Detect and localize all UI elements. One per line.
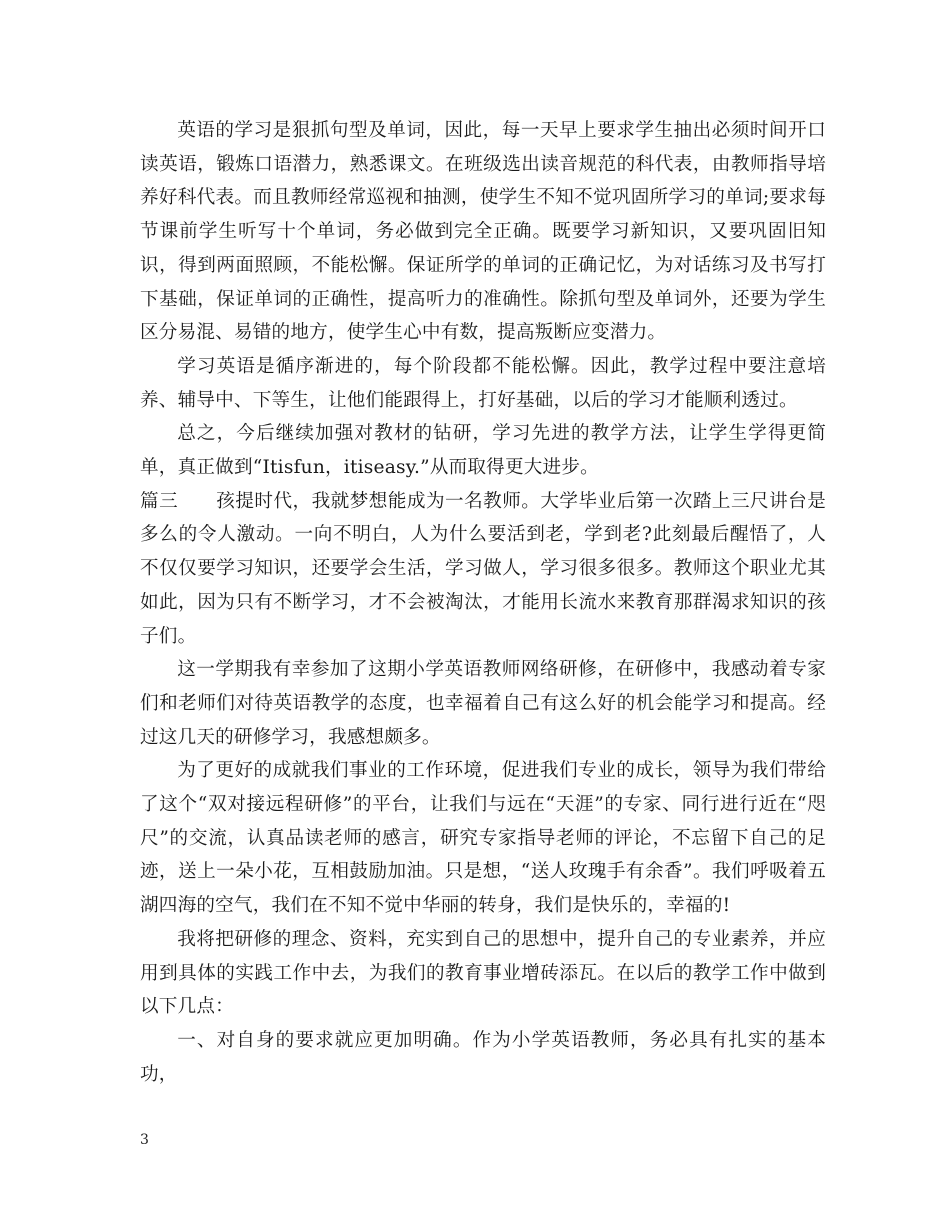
paragraph-4-section-three: 篇三 孩提时代，我就梦想能成为一名教师。大学毕业后第一次踏上三尺讲台是多么的令人激动。一向不明白，人为什么要活到老，学到老?此刻最后醒悟了，人不仅仅要学习知识，还要学会生活，学习做人，学习很多很多。教师这个职业尤其如此，因为只有不断学习，才不会被淘汰，才能用长流水来教育那群渴求知识的孩子们。 [140,490,826,647]
paragraph-8: 一、对自身的要求就应更加明确。作为小学英语教师，务必具有扎实的基本功， [140,1029,826,1085]
document-body [140,114,826,1091]
paragraph-5: 这一学期我有幸参加了这期小学英语教师网络研修，在研修中，我感动着专家们和老师们对待英语教学的态度，也幸福着自己有这么好的机会能学习和提高。经过这几天的研修学习，我感想颇多。 [140,659,826,748]
paragraph-3: 总之，今后继续加强对教材的钻研，学习先进的教学方法，让学生学得更简单，真正做到“Itisfun，itiseasy.”从而取得更大进步。 [140,423,826,479]
paragraph-1: 英语的学习是狠抓句型及单词，因此，每一天早上要求学生抽出必须时间开口读英语，锻炼口语潜力，熟悉课文。在班级选出读音规范的科代表，由教师指导培养好科代表。而且教师经常巡视和抽测，使学生不知不觉巩固所学习的单词;要求每节课前学生听写十个单词，务必做到完全正确。既要学习新知识，又要巩固旧知识，得到两面照顾，不能松懈。保证所学的单词的正确记忆，为对话练习及书写打下基础，保证单词的正确性，提高听力的准确性。除抓句型及单词外，还要为学生区分易混、易错的地方，使学生心中有数，提高叛断应变潜力。 [140,120,826,344]
paragraph-6: 为了更好的成就我们事业的工作环境，促进我们专业的成长，领导为我们带给了这个“双对接远程研修”的平台，让我们与远在“天涯”的专家、同行进行近在“咫尺”的交流，认真品读老师的感言，研究专家指导老师的评论，不忘留下自己的足迹，送上一朵小花，互相鼓励加油。只是想，“送人玫瑰手有余香”。我们呼吸着五湖四海的空气，我们在不知不觉中华丽的转身，我们是快乐的，幸福的! [140,760,826,917]
page-number: 3 [140,1132,149,1148]
paragraph-2: 学习英语是循序渐进的，每个阶段都不能松懈。因此，教学过程中要注意培养、辅导中、下等生，让他们能跟得上，打好基础，以后的学习才能顺利透过。 [140,355,826,411]
paragraph-7: 我将把研修的理念、资料，充实到自己的思想中，提升自己的专业素养，并应用到具体的实践工作中去，为我们的教育事业增砖添瓦。在以后的教学工作中做到以下几点： [140,928,826,1018]
